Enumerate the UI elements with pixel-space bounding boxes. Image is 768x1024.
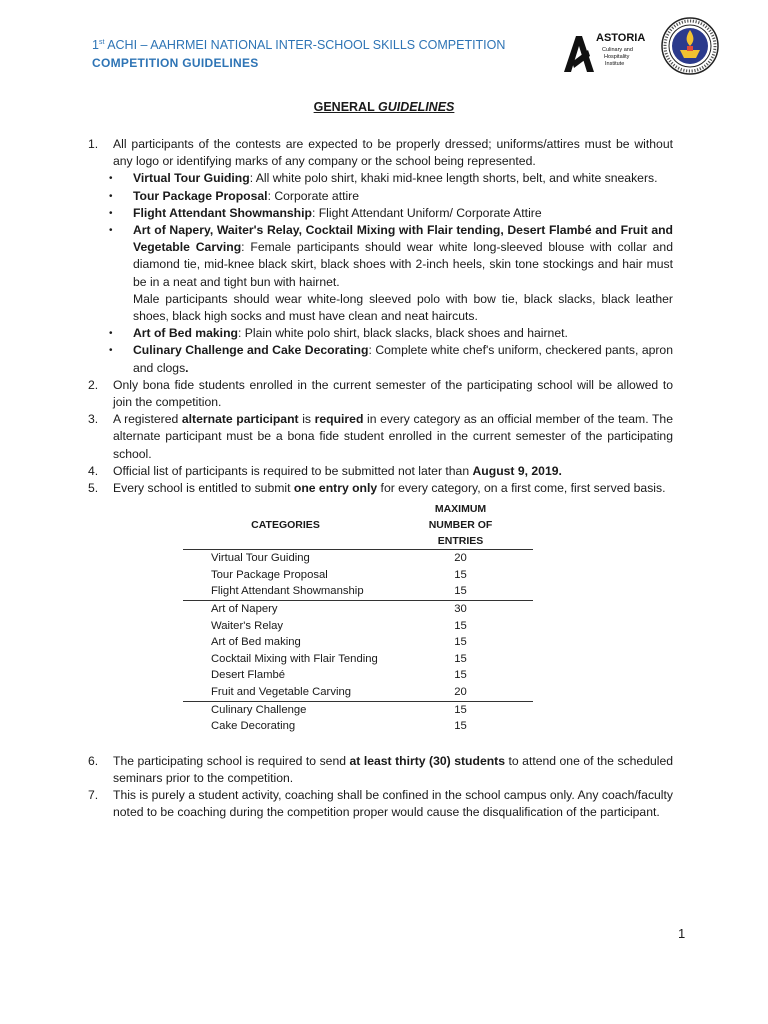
table-row: Flight Attendant Showmanship 15 [211, 585, 467, 598]
guideline-item: 2. Only bona fide students enrolled in the current semester of the participating school will be allowed to join the competition. [88, 377, 673, 410]
categories-table [183, 501, 533, 735]
column-header-max-entries: MAXIMUM NUMBER OF ENTRIES [428, 503, 493, 548]
section-title: GENERAL GUIDELINES [313, 100, 455, 114]
svg-text:Hospitality: Hospitality [604, 54, 630, 60]
guideline-item: 7. This is purely a student activity, coaching shall be confined in the school campus only. Any coach/faculty noted to be coaching during the competition proper would cause the disqualification of the participant. [88, 788, 673, 820]
attire-list [88, 170, 673, 376]
guideline-item: 6. The participating school is required to send at least thirty (30) students to attend one of the scheduled seminars prior to the competition. [88, 753, 674, 785]
table-row: Desert Flambé 15 [211, 669, 467, 682]
astoria-logo [562, 28, 658, 78]
table-row: Art of Bed making 15 [211, 636, 467, 649]
table-row: Virtual Tour Guiding 20 [183, 550, 533, 567]
guideline-item: 4. Official list of participants is required to be submitted not later than August 9, 2019. [88, 463, 562, 478]
table-row: Culinary Challenge 15 [183, 701, 533, 718]
table-row: Art of Napery 30 [183, 601, 533, 618]
list-item: • Culinary Challenge and Cake Decorating: Complete white chef's uniform, checkered pants, apron and clogs. [109, 343, 673, 375]
header-line-2: COMPETITION GUIDELINES [92, 56, 259, 70]
list-item: • Art of Napery, Waiter's Relay, Cocktail Mixing with Flair tending, Desert Flambé and Fruit and Vegetable Carving: Female participants should wear white long-sleeved blouse with collar and diamond tie, mid-knee black skirt, black shoes with 2-inch heels, skin tone stockings and hair must be in a neat and tight bun with hairnet. Male participants should wear white-long sleeved polo with bow tie, black slacks, black leather shoes, black high socks and must have clean and neat haircuts. [109, 223, 673, 324]
svg-text:Institute: Institute [605, 61, 625, 67]
svg-text:Culinary and: Culinary and [602, 47, 633, 53]
table-row: Cocktail Mixing with Flair Tending 15 [211, 652, 467, 665]
header-line-1: 1st ACHI – AAHRMEI NATIONAL INTER-SCHOOL SKILLS COMPETITION [92, 38, 506, 52]
column-header-categories: CATEGORIES [251, 519, 320, 532]
aahrmei-seal-icon [660, 16, 720, 76]
table-row: Waiter's Relay 15 [211, 619, 467, 632]
table-row: Fruit and Vegetable Carving 20 [211, 686, 467, 699]
table-row: Cake Decorating 15 [211, 720, 467, 733]
list-item: • Flight Attendant Showmanship: Flight Attendant Uniform/ Corporate Attire [109, 205, 542, 220]
list-item: • Tour Package Proposal: Corporate attire [109, 188, 360, 203]
guideline-item: 5. Every school is entitled to submit one entry only for every category, on a first come, first served basis. [88, 481, 666, 496]
page-header [92, 38, 505, 70]
list-item: • Art of Bed making: Plain white polo shirt, black slacks, black shoes and hairnet. [109, 326, 568, 341]
guideline-item: 1. All participants of the contests are expected to be properly dressed; uniforms/attires must be without any logo or identifying marks of any company or the school being represented. [88, 137, 673, 169]
guidelines-body [88, 136, 673, 822]
table-row: Tour Package Proposal 15 [211, 568, 467, 581]
page-number: 1 [678, 926, 686, 941]
list-item: • Virtual Tour Guiding: All white polo shirt, khaki mid-knee length shorts, belt, and white sneakers. [109, 171, 658, 186]
guideline-item: 3. A registered alternate participant is required in every category as an official member of the team. The alternate participant must be a bona fide student enrolled in the current semester of the participating school. [88, 412, 673, 461]
svg-text:ASTORIA: ASTORIA [596, 32, 646, 44]
